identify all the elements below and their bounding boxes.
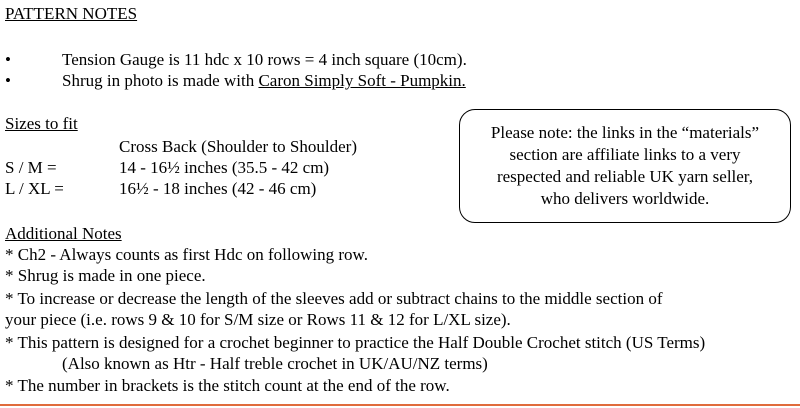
bottom-divider — [0, 404, 800, 406]
note-line: Please note: the links in the “materials” — [490, 123, 760, 142]
note-line: * The number in brackets is the stitch count at the end of the row. — [5, 376, 450, 395]
affiliate-note-box — [459, 109, 791, 223]
bullet-text-prefix: Shrug in photo is made with — [62, 71, 259, 90]
size-value-lxl: 16½ - 18 inches (42 - 46 cm) — [119, 179, 317, 198]
note-line: * This pattern is designed for a crochet beginner to practice the Half Double Crochet stitch (US Terms) — [5, 333, 706, 352]
size-label-lxl: L / XL = — [5, 179, 64, 198]
size-label-sm: S / M = — [5, 158, 57, 177]
bullet-symbol: • — [5, 71, 11, 90]
additional-notes-heading: Additional Notes — [5, 224, 122, 243]
note-line: who delivers worldwide. — [540, 189, 710, 208]
yarn-link[interactable]: Caron Simply Soft - Pumpkin. — [258, 71, 466, 90]
size-value-sm: 14 - 16½ inches (35.5 - 42 cm) — [119, 158, 330, 177]
sizes-column-header: Cross Back (Shoulder to Shoulder) — [119, 137, 357, 156]
bullet-text — [62, 71, 466, 91]
sizes-heading: Sizes to fit — [5, 114, 78, 133]
note-line: * To increase or decrease the length of the sleeves add or subtract chains to the middle section of — [5, 289, 663, 308]
note-line: respected and reliable UK yarn seller, — [496, 167, 754, 186]
note-line: section are affiliate links to a very — [509, 145, 741, 164]
bullet-text: Tension Gauge is 11 hdc x 10 rows = 4 inch square (10cm). — [62, 50, 467, 69]
note-line: * Ch2 - Always counts as first Hdc on following row. — [5, 245, 368, 264]
note-line: * Shrug is made in one piece. — [5, 266, 206, 285]
bullet-symbol: • — [5, 50, 11, 69]
page-title: PATTERN NOTES — [5, 4, 138, 23]
note-line: (Also known as Htr - Half treble crochet in UK/AU/NZ terms) — [62, 354, 488, 373]
note-line: your piece (i.e. rows 9 & 10 for S/M size or Rows 11 & 12 for L/XL size). — [5, 310, 511, 329]
